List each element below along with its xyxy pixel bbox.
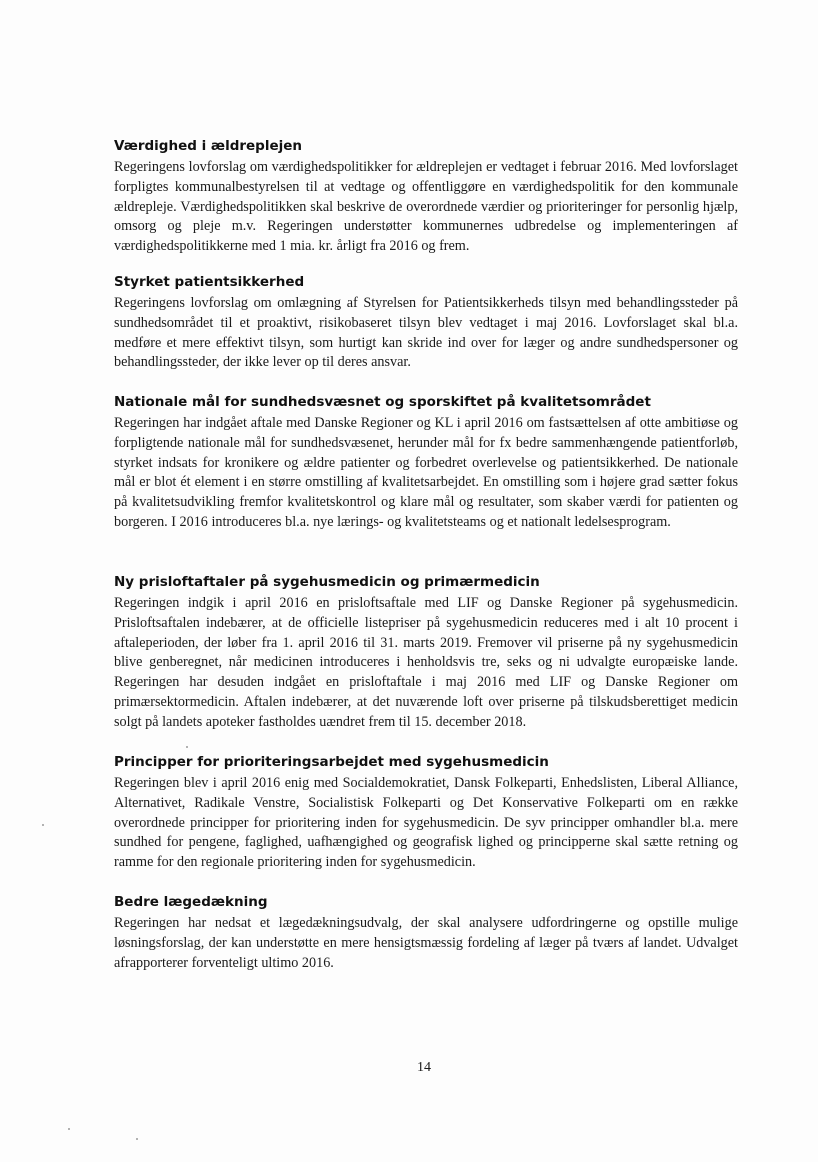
section-heading: Styrket patientsikkerhed — [114, 274, 305, 290]
scan-speck — [186, 746, 188, 748]
section-heading: Ny prisloftaftaler på sygehusmedicin og primærmedicin — [114, 574, 540, 590]
section-laegedaekning — [114, 893, 738, 973]
section-body: Regeringens lovforslag om værdighedspolitikker for ældreplejen er vedtaget i februar 2016. Med lovforslaget forpligtes kommunalbestyrelsen til at vedtage og offentliggøre en værdighedspolitik for den kommunale ældrepleje. Værdighedspolitikken skal beskrive de overordnede værdier og prioriteringer for personlig hjælp, omsorg og pleje m.v. Regeringen understøtter kommunernes udbredelse og implementeringen af værdighedspolitikkerne med 1 mia. kr. årligt fra 2016 og frem. — [114, 159, 738, 255]
section-principper — [114, 753, 738, 873]
section-body: Regeringens lovforslag om omlægning af Styrelsen for Patientsikkerheds tilsyn med behandlingssteder på sundhedsområdet til et proaktivt, risikobaseret tilsyn blev vedtaget i maj 2016. Lovforslaget skal bl.a. medføre et mere effektivt tilsyn, som hurtigt kan skride ind over for læger og andre sundhedspersoner og behandlingssteder, der ikke lever op til deres ansvar. — [114, 295, 738, 371]
section-heading: Nationale mål for sundhedsvæsnet og sporskiftet på kvalitetsområdet — [114, 394, 651, 410]
scan-speck — [42, 824, 44, 826]
page-number: 14 — [417, 1060, 431, 1075]
section-body: Regeringen har indgået aftale med Danske Regioner og KL i april 2016 om fastsættelsen af otte ambitiøse og forpligtende nationale mål for sundhedsvæsenet, herunder mål for fx bedre sammenhængende patientforløb, styrket indsats for kronikere og ældre patienter og forbedret overlevelse og patientsikkerhed. De nationale mål er blot ét element i en større omstilling af kvalitetsarbejdet. En omstilling som i højere grad sætter fokus på kvalitetsudvikling fremfor kvalitetskontrol og klare mål og resultater, som skaber værdi for patienten og borgeren. I 2016 introduceres bl.a. nye lærings- og kvalitetsteams og et nationalt ledelsesprogram. — [114, 415, 738, 530]
section-vaerdighed — [114, 137, 738, 257]
section-body: Regeringen har nedsat et lægedækningsudvalg, der skal analysere udfordringerne og opstille mulige løsningsforslag, der kan understøtte en mere hensigtsmæssig fordeling af læger på tværs af landet. Udvalget afrapporterer forventeligt ultimo 2016. — [114, 915, 738, 971]
section-prisloftaftaler — [114, 573, 738, 733]
section-body: Regeringen indgik i april 2016 en prisloftsaftale med LIF og Danske Regioner på sygehusmedicin. Prisloftsaftalen indebærer, at de officielle listepriser på sygehusmedicin reduceres med i alt 10 procent i aftaleperioden, der løber fra 1. april 2016 til 31. marts 2019. Fremover vil priserne på ny sygehusmedicin blive genberegnet, når medicinen introduceres i henholdsvis tre, seks og ni udvalgte europæiske lande. Regeringen har desuden indgået en prisloftaftale i maj 2016 med LIF og Danske Regioner om primærsektormedicin. Aftalen indebærer, at det nuværende loft over priserne på tilskudsberettiget medicin solgt på landets apoteker fastholdes uændret frem til 15. december 2018. — [114, 595, 738, 730]
section-heading: Principper for prioriteringsarbejdet med sygehusmedicin — [114, 754, 549, 770]
scan-speck — [68, 1128, 70, 1130]
section-nationale-maal — [114, 393, 738, 533]
section-patientsikkerhed — [114, 273, 738, 373]
section-heading: Bedre lægedækning — [114, 894, 268, 910]
section-heading: Værdighed i ældreplejen — [114, 138, 303, 154]
scan-speck — [136, 1138, 138, 1140]
section-body: Regeringen blev i april 2016 enig med Socialdemokratiet, Dansk Folkeparti, Enhedslisten, Liberal Alliance, Alternativet, Radikale Venstre, Socialistisk Folkeparti og Det Konservative Folkeparti om en række overordnede principper for prioritering inden for sygehusmedicin. De syv principper omhandler bl.a. mere sundhed for pengene, faglighed, uafhængighed og geografisk lighed og principperne skal sætte retning og ramme for den regionale prioritering inden for sygehusmedicin. — [114, 775, 738, 871]
